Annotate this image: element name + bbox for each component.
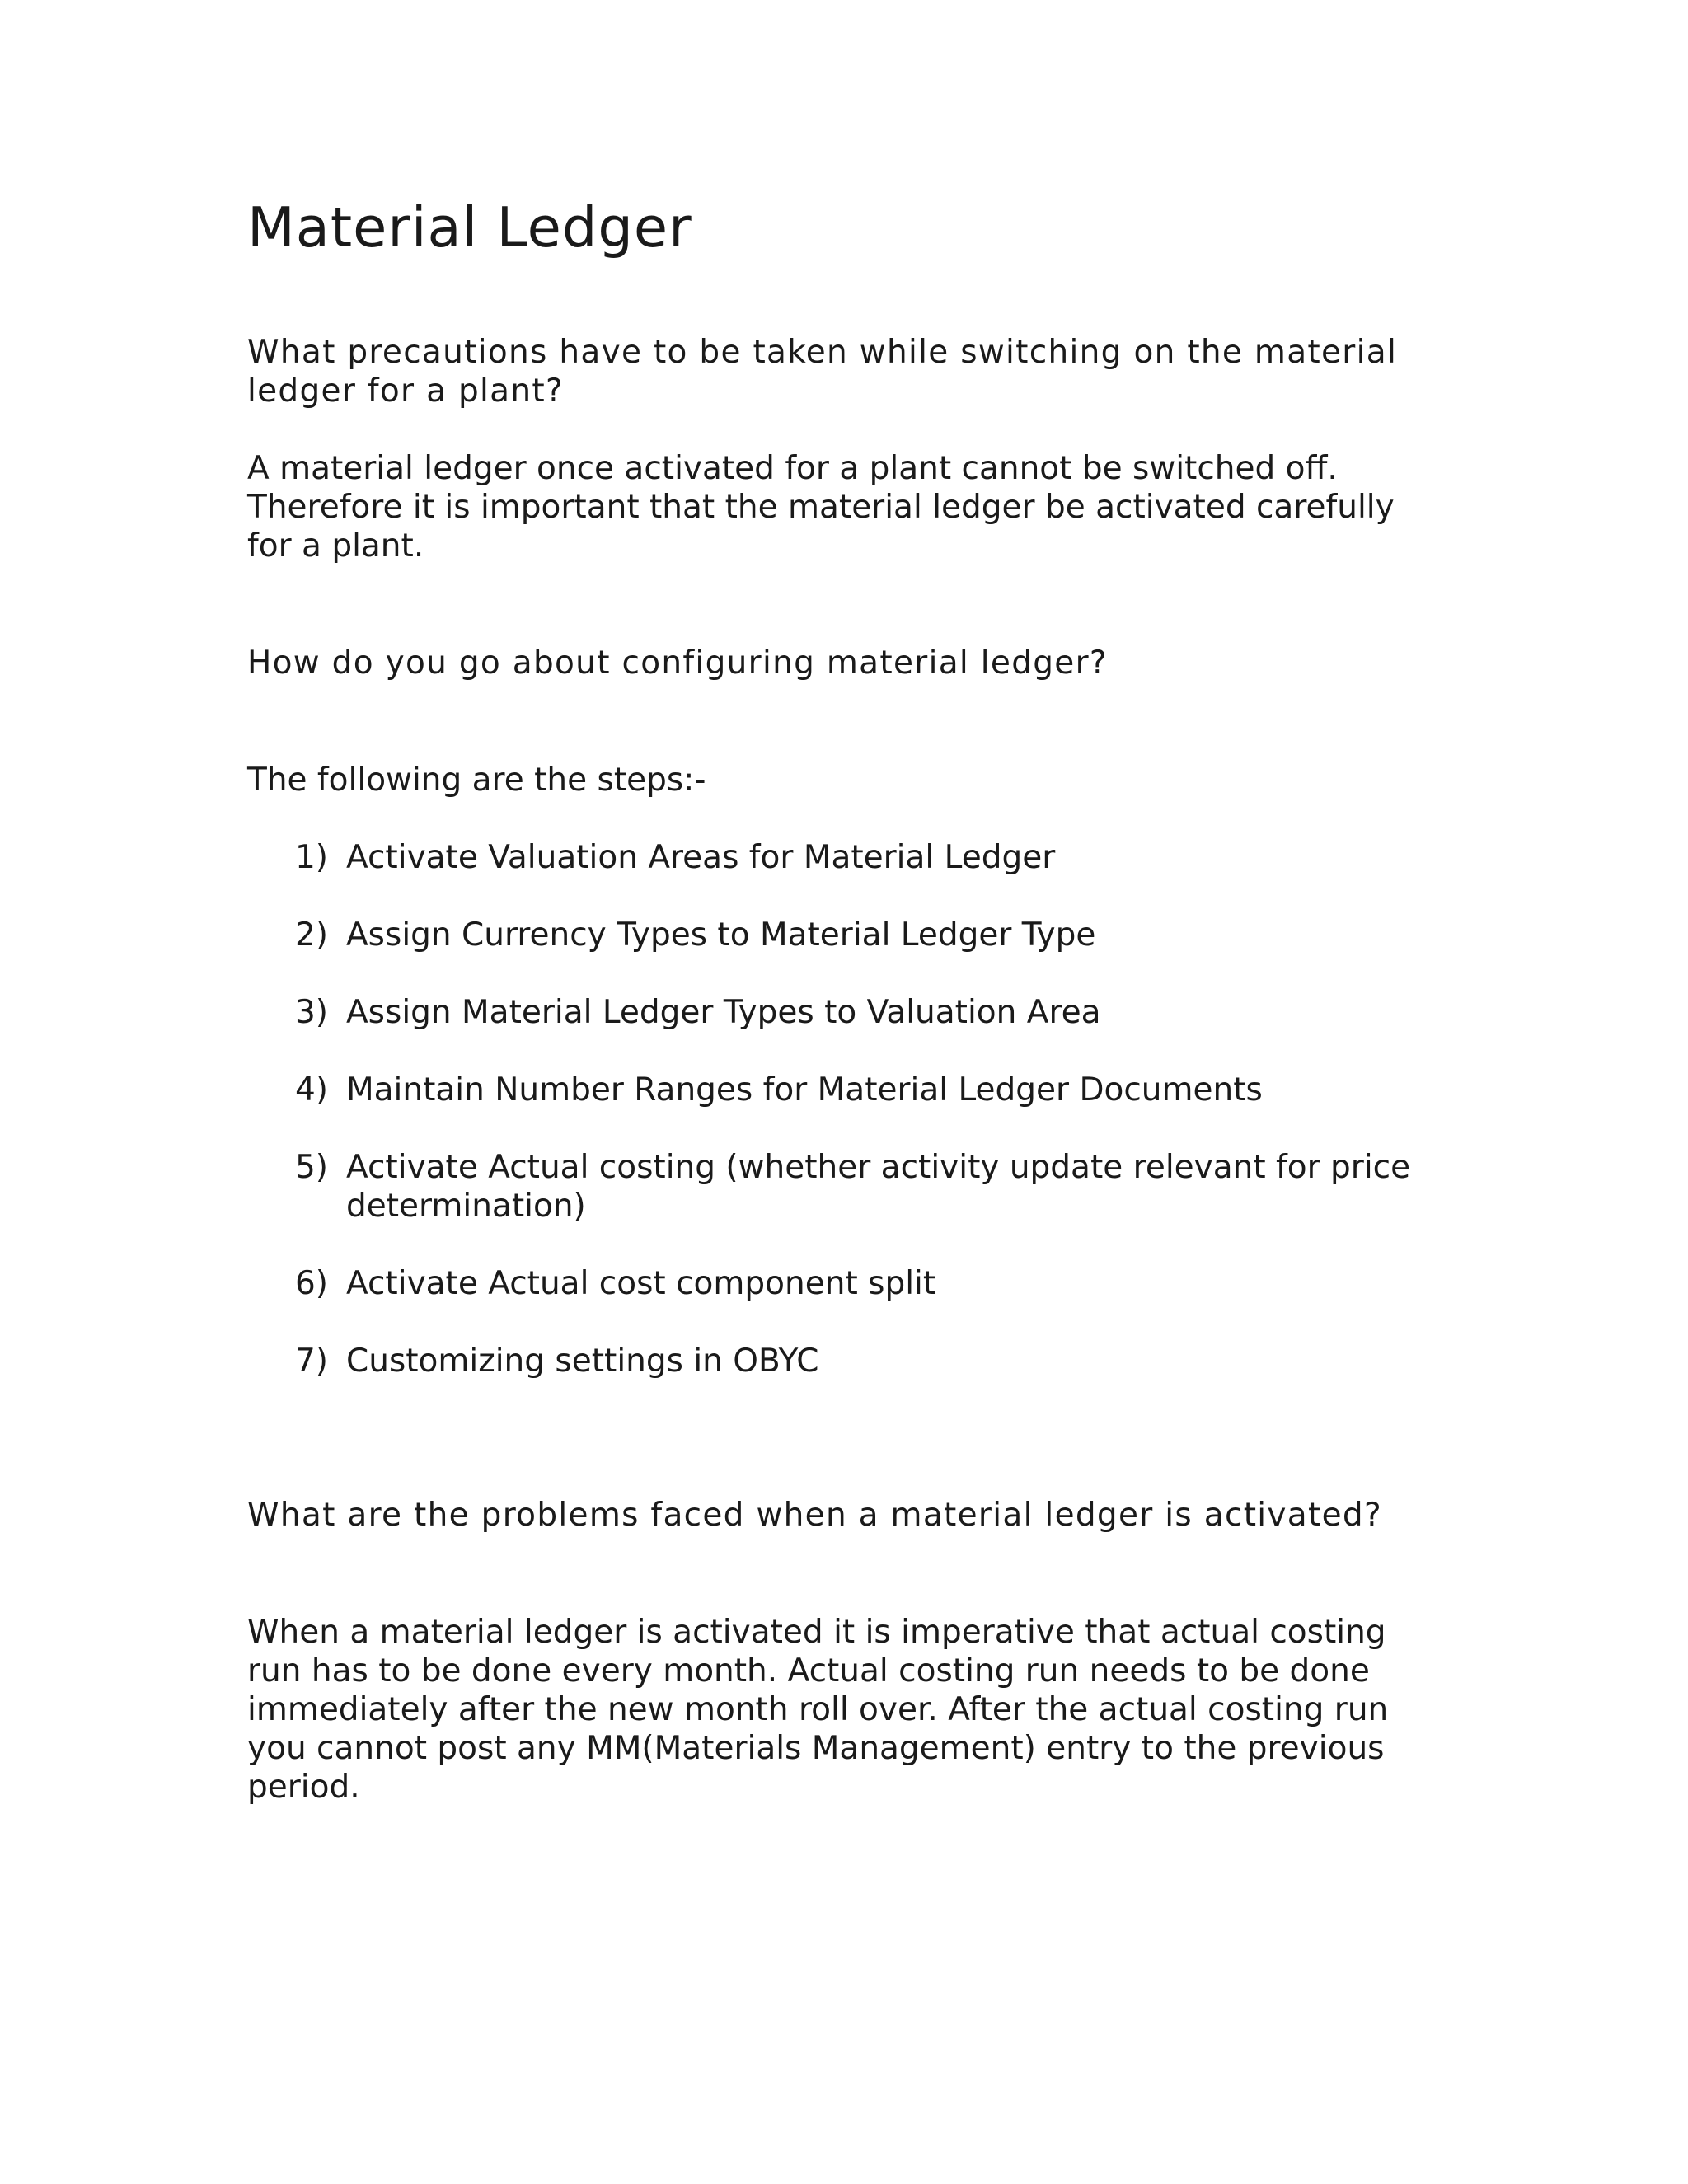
answer-problems: When a material ledger is activated it is imperative that actual costing run has to be done every month. Actual costing run needs to be done immediately after the new month roll over. After the actual costing run you cannot post any MM(Materials Management) entry to the previous period. [247, 1614, 1389, 1807]
steps-intro: The following are the steps:- [247, 762, 706, 799]
steps-list [247, 838, 1426, 1380]
step-text: Assign Material Ledger Types to Valuation Area [346, 994, 1101, 1032]
list-item [247, 1264, 1426, 1303]
document-content [247, 194, 1426, 1807]
question-precautions: What precautions have to be taken while switching on the material ledger for a plant? [247, 334, 1398, 410]
step-text: Activate Actual costing (whether activity update relevant for price determination) [346, 1149, 1411, 1226]
question-configuring: How do you go about configuring material ledger? [247, 644, 1108, 682]
step-text: Assign Currency Types to Material Ledger Type [346, 916, 1096, 954]
step-text: Activate Valuation Areas for Material Ledger [346, 839, 1056, 877]
answer-precautions: A material ledger once activated for a plant cannot be switched off. Therefore it is important that the material ledger be activated carefully for a plant. [247, 450, 1395, 565]
page-title: Material Ledger [247, 195, 692, 260]
step-text: Activate Actual cost component split [346, 1265, 936, 1303]
step-number: 2) [294, 916, 328, 954]
step-number: 4) [294, 1071, 328, 1109]
list-item [247, 916, 1426, 954]
step-number: 5) [294, 1149, 328, 1187]
step-number: 6) [294, 1265, 328, 1303]
list-item [247, 993, 1426, 1032]
list-item [247, 1071, 1426, 1109]
list-item [247, 838, 1426, 877]
question-problems: What are the problems faced when a material ledger is activated? [247, 1497, 1382, 1535]
step-number: 7) [294, 1343, 328, 1380]
list-item [247, 1342, 1426, 1380]
step-number: 1) [294, 839, 328, 877]
step-text: Customizing settings in OBYC [346, 1343, 819, 1380]
step-text: Maintain Number Ranges for Material Ledger Documents [346, 1071, 1263, 1109]
list-item [247, 1148, 1426, 1226]
step-number: 3) [294, 994, 328, 1032]
